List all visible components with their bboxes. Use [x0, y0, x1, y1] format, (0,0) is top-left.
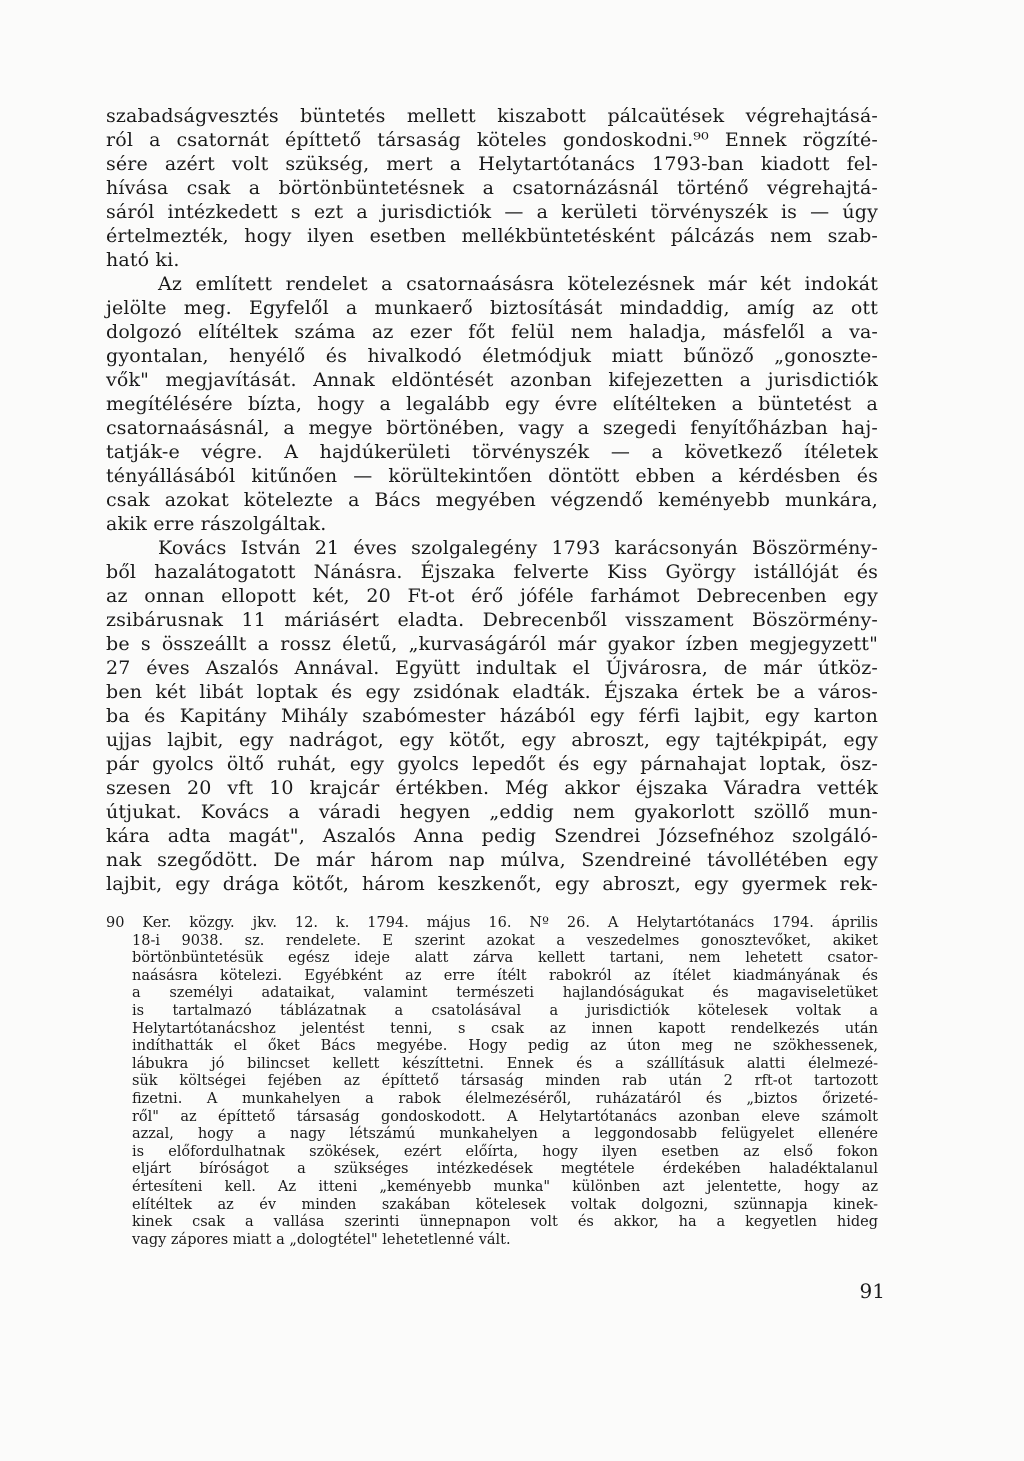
- text-line: tényállásából kitűnően — körültekintően döntött ebben a kérdésben és: [106, 465, 878, 487]
- text-line: Kovács István 21 éves szolgalegény 1793 karácsonyán Böszörmény-: [158, 537, 878, 559]
- text-line: útjukat. Kovács a váradi hegyen „eddig nem gyakorlott szöllő mun-: [106, 801, 878, 823]
- text-line: ujjas lajbit, egy nadrágot, egy kötőt, egy abroszt, egy tajtékpipát, egy: [106, 729, 878, 751]
- footnote-line: börtönbüntetésük egész ideje alatt zárva kellett tartani, nem lehetett csator-: [132, 950, 878, 967]
- text-line: akik erre rászolgáltak.: [106, 513, 327, 535]
- text-line: ben két libát loptak és egy zsidónak eladták. Éjszaka értek be a város-: [106, 681, 878, 703]
- text-line: dolgozó elítéltek száma az ezer főt felül nem haladja, másfelől a va-: [106, 321, 878, 343]
- footnote-line: ről" az építtető társaság gondoskodott. A Helytartótanács azonban eleve számolt: [132, 1108, 878, 1125]
- footnote-line: elítéltek az év minden szakában kötelesek voltak dolgozni, szünnapja kinek-: [132, 1196, 878, 1213]
- text-line: sáról intézkedett s ezt a jurisdictiók — a kerületi törvényszék is — úgy: [106, 201, 878, 223]
- text-line: Az említett rendelet a csatornaásásra kötelezésnek már két indokát: [158, 273, 878, 295]
- footnotes: [106, 915, 878, 1249]
- text-line: be s összeállt a rossz életű, „kurvaságáról már gyakor ízben megjegyzett": [106, 633, 878, 655]
- footnote-line: eljárt bíróságot a szükséges intézkedések megtétele érdekében haladéktalanul: [132, 1161, 878, 1178]
- text-line: jelölte meg. Egyfelől a munkaerő biztosítását mindaddig, amíg az ott: [106, 297, 878, 319]
- text-line: zsibárusnak 11 máriásért eladta. Debrecenből visszament Böszörmény-: [106, 609, 878, 631]
- text-line: nak szegődött. De már három nap múlva, Szendreiné távollétében egy: [106, 849, 878, 871]
- text-line: ba és Kapitány Mihály szabómester házából egy férfi lajbit, egy karton: [106, 705, 878, 727]
- text-line: tatják-e végre. A hajdúkerületi törvényszék — a következő ítéletek: [106, 441, 878, 463]
- text-line: szesen 20 vft 10 krajcár értékben. Még akkor éjszaka Váradra vették: [106, 777, 878, 799]
- text-line: csatornaásásnál, a megye börtönében, vagy a szegedi fenyítőházban haj-: [106, 417, 878, 439]
- footnote-line: azzal, hogy a nagy létszámú munkahelyen a leggondosabb felügyelet ellenére: [132, 1126, 878, 1143]
- text-line: szabadságvesztés büntetés mellett kiszabott pálcaütések végrehajtásá-: [106, 105, 878, 127]
- footnote-line: lábukra jó bilincset kellett készíttetni. Ennek és a szállításuk alatti élelmezé-: [132, 1055, 878, 1072]
- footnote-line: sük költségei fejében az építtető társaság minden rab után 2 rft-ot tartozott: [132, 1073, 878, 1090]
- footnote-line: is tartalmazó táblázatnak a csatolásával a jurisdictiók kötelesek voltak a: [132, 1002, 878, 1019]
- text-line: pár gyolcs öltő ruhát, egy gyolcs lepedőt és egy párnahajat loptak, ösz-: [106, 753, 878, 775]
- text-line: ből hazalátogatott Nánásra. Éjszaka felverte Kiss György istállóját és: [106, 561, 878, 583]
- page-number: 91: [859, 1279, 885, 1303]
- footnote-line: értesíteni kell. Az itteni „keményebb munka" különben azt jelentette, hogy az: [132, 1178, 878, 1195]
- footnote-line: kinek csak a vallása szerinti ünnepnapon volt és akkor, ha a kegyetlen hideg: [132, 1214, 878, 1231]
- footnote-line: is előfordulhatnak szökések, ezért előírta, hogy ilyen esetben az első fokon: [132, 1143, 878, 1160]
- text-line: sére azért volt szükség, mert a Helytartótanács 1793-ban kiadott fel-: [106, 153, 878, 175]
- footnote-line: 18-i 9038. sz. rendelete. E szerint azokat a veszedelmes gonosztevőket, akiket: [132, 932, 878, 949]
- footnote-line: vagy zápores miatt a „dologtétel" lehetetlenné vált.: [132, 1231, 511, 1248]
- text-line: 27 éves Aszalós Annával. Együtt indultak el Újvárosra, de már útköz-: [106, 657, 878, 679]
- main-text: [106, 104, 878, 896]
- text-line: lajbit, egy drága kötőt, három keszkenőt, egy abroszt, egy gyermek rek-: [106, 873, 878, 895]
- footnote-line: fizetni. A munkahelyen a rabok élelmezéséről, ruházatáról és „biztos őrizeté-: [132, 1090, 878, 1107]
- footnote-line: indíthatták el őket Bács megyébe. Hogy pedig az úton meg ne szökhessenek,: [132, 1038, 878, 1055]
- text-line: gyontalan, henyélő és hivalkodó életmódjuk miatt bűnöző „gonoszte-: [106, 345, 878, 367]
- footnote-line: Helytartótanácshoz jelentést tenni, s csak az innen kapott rendelkezés után: [132, 1020, 878, 1037]
- text-line: megítélésére bízta, hogy a legalább egy évre elítélteken a büntetést a: [106, 393, 878, 415]
- footnote-line: a személyi adataikat, valamint természeti hajlandóságukat és magaviseletüket: [132, 985, 878, 1002]
- footnote-line: naásásra kötelezi. Egyébként az erre ítélt rabokról az ítélet kiadmányának és: [132, 967, 878, 984]
- text-line: csak azokat kötelezte a Bács megyében végzendő keményebb munkára,: [106, 489, 878, 511]
- footnote-line: 90 Ker. közgy. jkv. 12. k. 1794. május 16. Nº 26. A Helytartótanács 1794. április: [106, 915, 878, 931]
- text-line: vők" megjavítását. Annak eldöntését azonban kifejezetten a jurisdictiók: [106, 369, 878, 391]
- text-line: kára adta magát", Aszalós Anna pedig Szendrei Józsefnéhoz szolgáló-: [106, 825, 878, 847]
- text-line: ról a csatornát építtető társaság köteles gondoskodni.⁹⁰ Ennek rögzíté-: [106, 129, 878, 151]
- text-line: hívása csak a börtönbüntetésnek a csatornázásnál történő végrehajtá-: [106, 177, 878, 199]
- text-line: értelmezték, hogy ilyen esetben mellékbüntetésként pálcázás nem szab-: [106, 225, 878, 247]
- text-line: ható ki.: [106, 249, 180, 271]
- text-line: az onnan ellopott két, 20 Ft-ot érő jóféle farhámot Debrecenben egy: [106, 585, 878, 607]
